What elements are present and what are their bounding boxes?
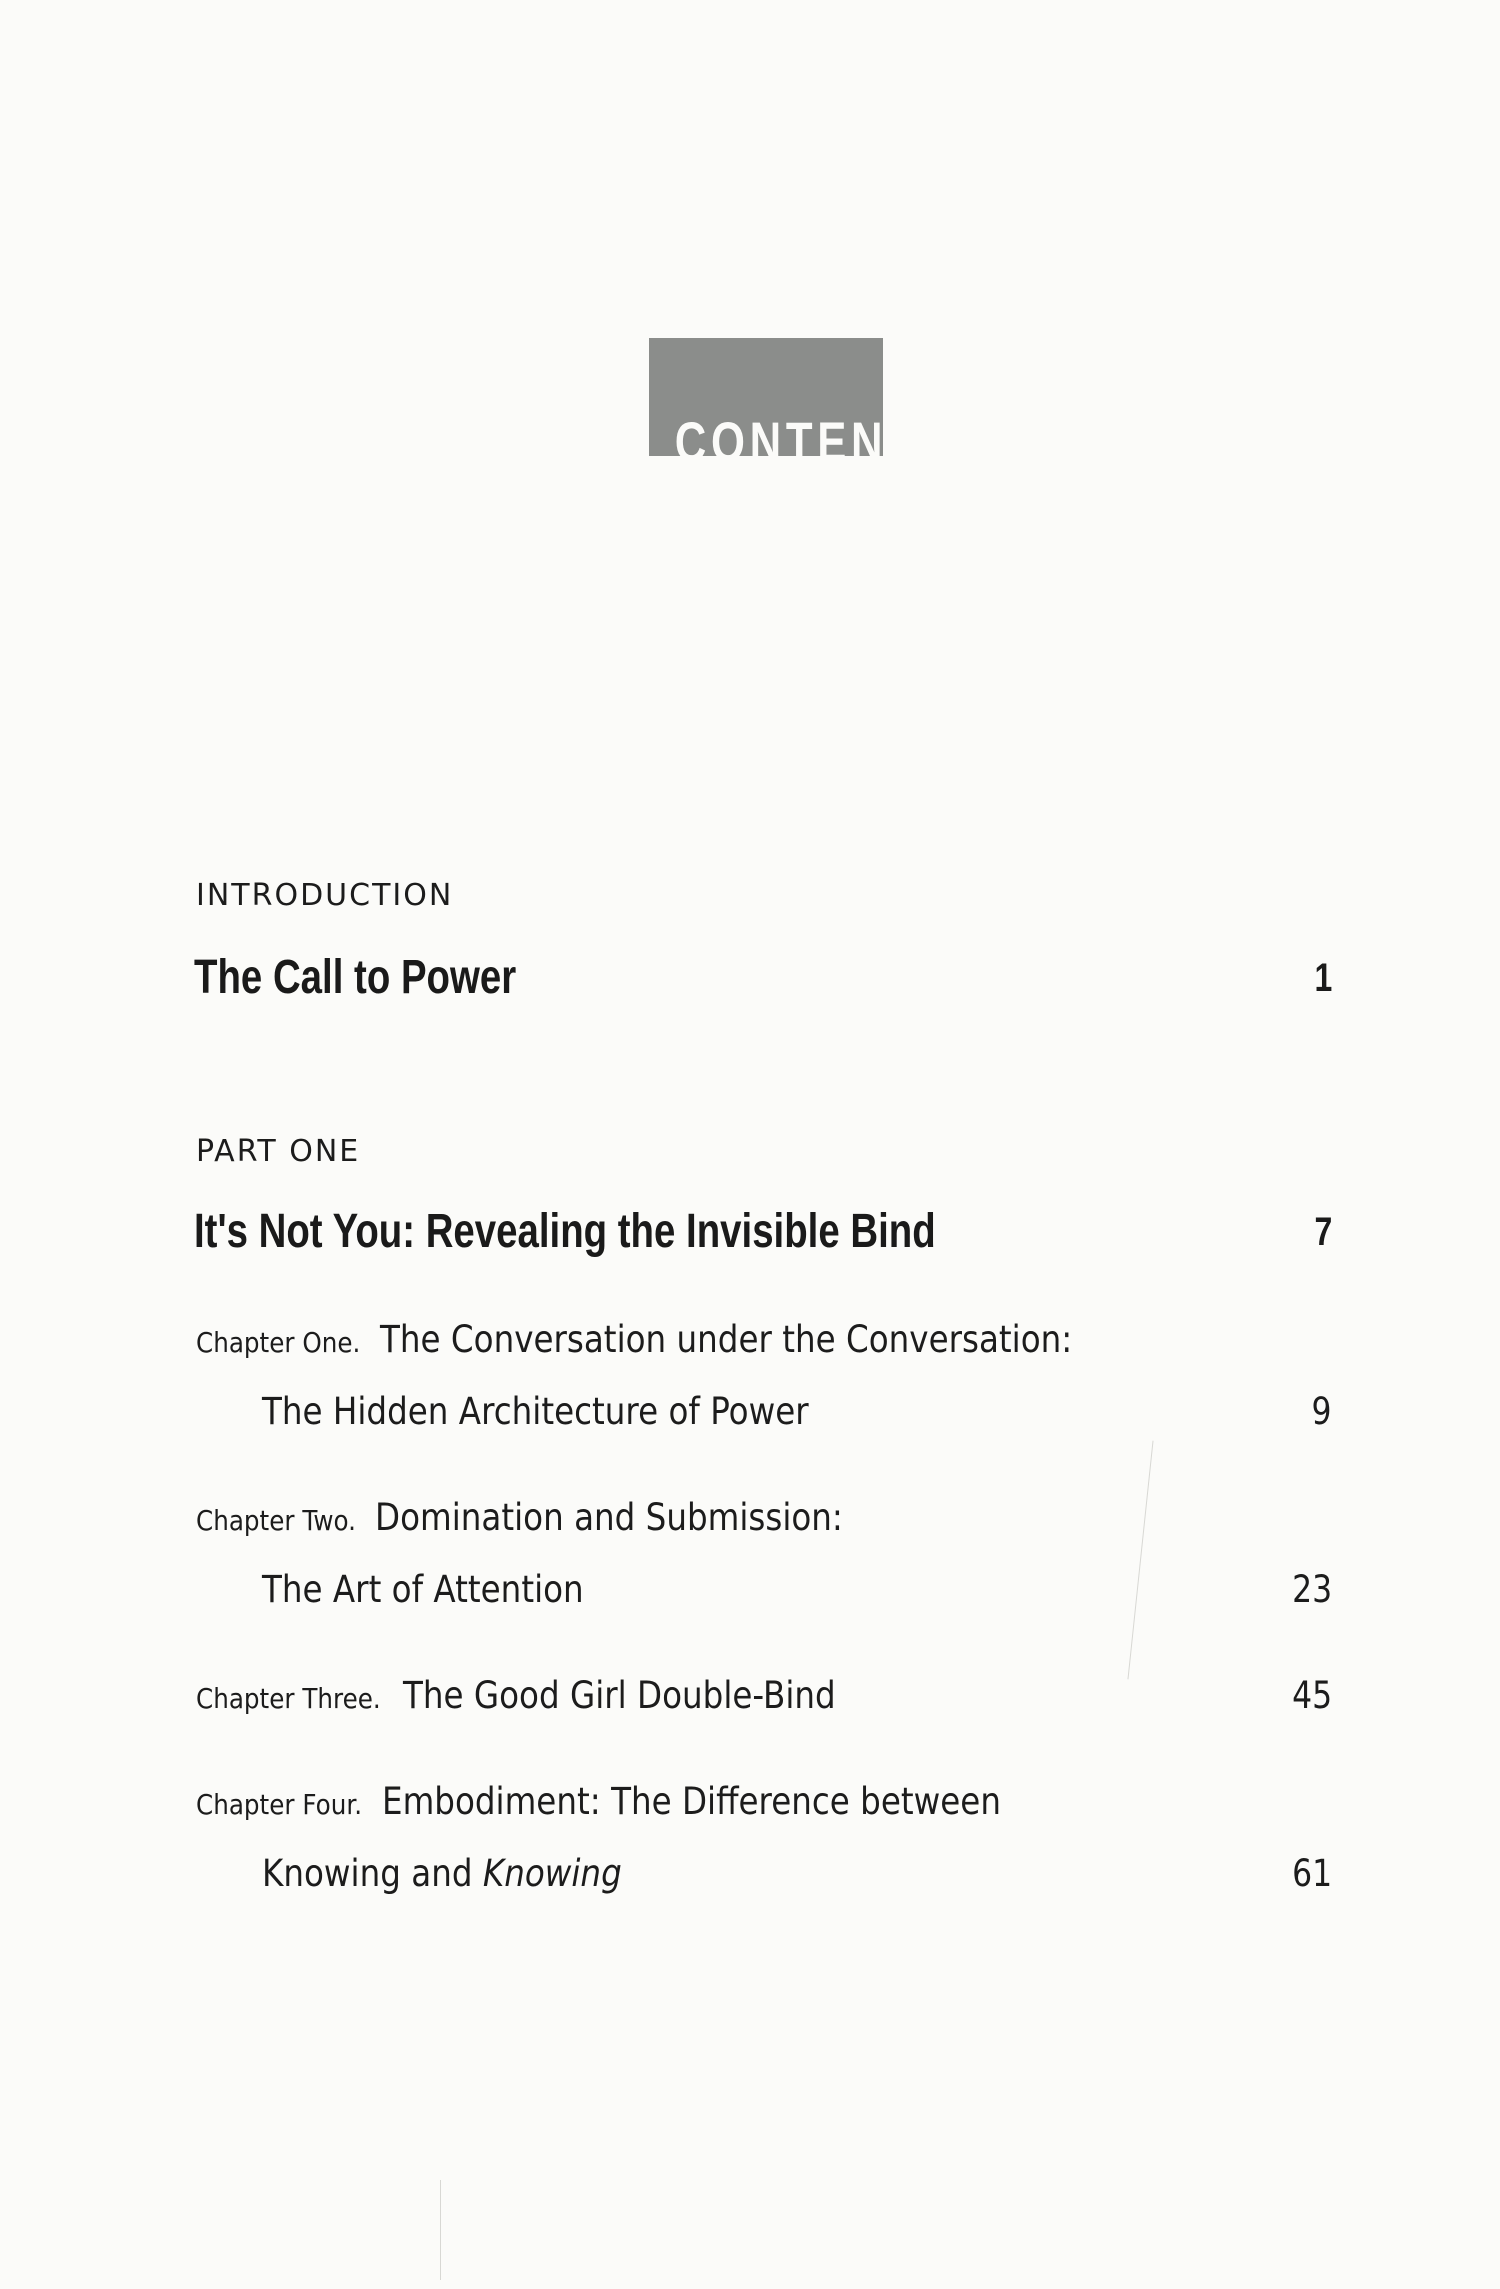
chapter-entry-three [196,1674,895,1717]
section-page-introduction: 1 [1314,956,1332,1000]
chapter-prefix: Chapter Four. [196,1788,363,1821]
chapter-title-plain: Knowing and [262,1852,483,1895]
section-label-introduction: INTRODUCTION [196,878,454,913]
chapter-title-continuation: The Hidden Architecture of Power [262,1390,809,1433]
page-title: CONTENTS [674,410,953,473]
chapter-entry-two [196,1496,907,1539]
scan-artifact-line [440,2180,441,2280]
chapter-title-continuation [262,1852,622,1895]
chapter-title: Embodiment: The Difference between [381,1780,1001,1823]
section-label-part-one: PART ONE [196,1134,361,1169]
chapter-prefix: Chapter Two. [196,1504,356,1537]
scan-artifact-line [1127,1441,1153,1680]
chapter-title-italic: Knowing [482,1852,622,1895]
chapter-page-number: 9 [1311,1390,1332,1433]
chapter-page-number: 23 [1291,1568,1332,1611]
chapter-prefix: Chapter One. [196,1326,361,1359]
section-page-part-one: 7 [1314,1210,1332,1254]
chapter-page-number: 61 [1291,1852,1332,1895]
chapter-prefix: Chapter Three. [196,1682,381,1715]
chapter-title-continuation: The Art of Attention [262,1568,584,1611]
chapter-title: The Good Girl Double-Bind [403,1674,836,1717]
chapter-page-number: 45 [1291,1674,1332,1717]
section-title-introduction: The Call to Power [194,951,517,1004]
chapter-entry-one [196,1318,1167,1361]
chapter-entry-four [196,1780,1085,1823]
chapter-title: The Conversation under the Conversation: [379,1318,1073,1361]
contents-header [649,338,953,473]
section-title-part-one: It's Not You: Revealing the Invisible Bind [194,1205,936,1258]
chapter-title: Domination and Submission: [374,1496,843,1539]
